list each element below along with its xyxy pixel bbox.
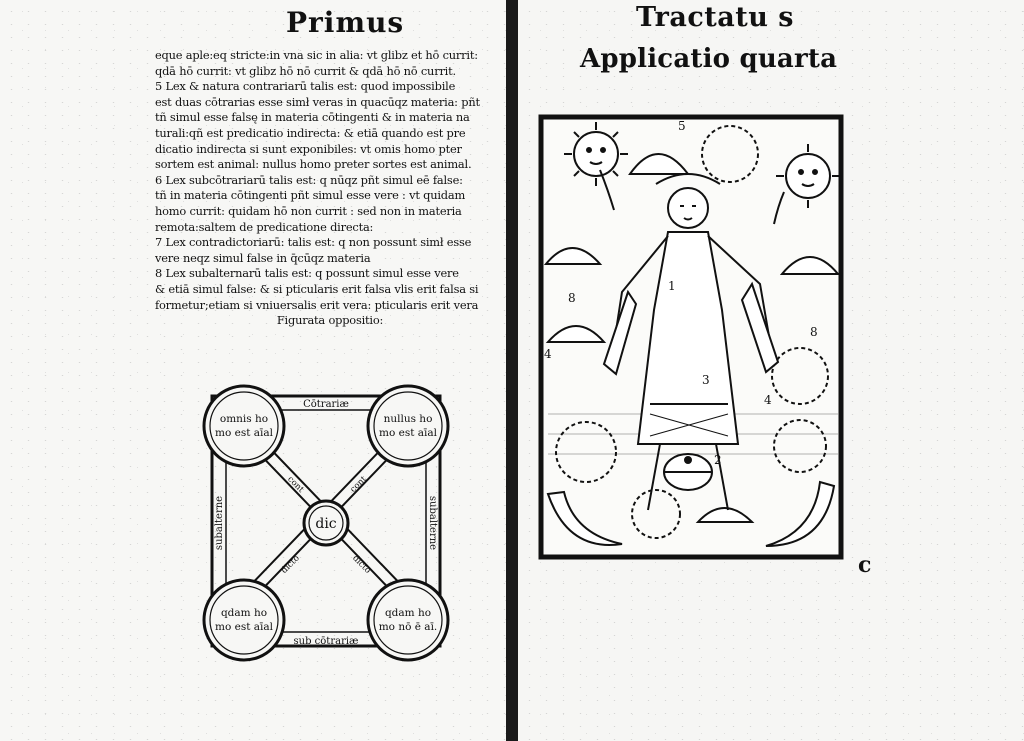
- text-line: qdā hō currit: vt glibz hō nō currit & qdā hō nō currit.: [155, 63, 456, 78]
- figure-caption: Figurata oppositio:: [276, 313, 384, 328]
- text-line: 5 Lex & natura contrariarū talis est: quod impossibile: [155, 79, 456, 94]
- text-line: tñ simul esse falsę in materia cōtingenti & in materia na: [155, 110, 470, 125]
- corner-label: mo est aīal: [214, 621, 274, 633]
- text-line: remota:saltem de predicatione directa:: [155, 219, 374, 234]
- corner-label: mo est aīal: [214, 427, 274, 439]
- corner-label: qdam ho: [220, 607, 268, 619]
- diagonal-label: cont: [285, 474, 306, 495]
- diagonal-label: dicto: [350, 553, 373, 576]
- diagonal-label: dicto: [279, 553, 302, 576]
- signature-mark: c: [858, 552, 872, 578]
- corner-circle-bottom-left: [204, 580, 284, 660]
- corner-label: mo est aīal: [378, 427, 438, 439]
- text-line: eque aple:eq stricte:in vna sic in alia: vt glibz et hō currit:: [155, 48, 478, 62]
- woodcut-illustration: [538, 114, 844, 560]
- right-running-head: Tractatu s: [636, 2, 794, 33]
- text-line: est duas cōtrarias esse simł veras in quacūqz materia: pñt: [155, 94, 480, 109]
- edge-label-bottom: sub cōtrariæ: [293, 636, 359, 647]
- text-line: sortem est animal: nullus homo preter sortes est animal.: [155, 157, 472, 172]
- text-line: turali:qñ est predicatio indirecta: & etiā quando est pre: [155, 125, 466, 140]
- orb-icon: [664, 454, 712, 490]
- woodcut-number: 4: [544, 347, 552, 361]
- center-label: dic: [315, 516, 337, 532]
- edge-label-right: subalterne: [427, 495, 438, 551]
- edge-label-left: subalterne: [214, 495, 225, 551]
- text-line: homo currit: quidam hō non currit : sed non in materia: [155, 203, 462, 218]
- corner-label: mo nō ē aī.: [378, 621, 438, 633]
- text-line: vere neqz simul false in q̄cūqz materia: [155, 250, 371, 265]
- left-running-head: Primus: [286, 6, 405, 39]
- woodcut-number: 1: [668, 279, 676, 293]
- woodcut-number: 4: [764, 393, 772, 407]
- woodcut-number: 8: [568, 291, 576, 305]
- corner-label: nullus ho: [383, 413, 433, 425]
- corner-circle-top-right: [368, 386, 448, 466]
- corner-label: qdam ho: [384, 607, 432, 619]
- text-line: 8 Lex subalternarū talis est: q possunt simul esse vere: [155, 266, 459, 281]
- text-line: & etiā simul false: & si pticularis erit falsa vlis erit falsa si: [155, 281, 479, 296]
- woodcut-number: 3: [702, 373, 710, 387]
- text-line: tñ in materia cōtingenti pñt simul esse vere : vt quidam: [155, 188, 466, 203]
- square-of-opposition: [198, 382, 454, 664]
- left-text-block: [155, 48, 505, 329]
- text-line: formetur;etiam si vniuersalis erit vera: pticularis erit vera: [155, 297, 479, 312]
- woodcut-number: 5: [678, 119, 686, 133]
- woodcut-number: 8: [810, 325, 818, 339]
- text-line: 7 Lex contradictoriarū: talis est: q non possunt simł esse: [155, 235, 472, 250]
- corner-circle-top-left: [204, 386, 284, 466]
- section-title: Applicatio quarta: [580, 44, 838, 74]
- corner-label: omnis ho: [219, 413, 269, 425]
- woodcut-number: 2: [714, 453, 722, 467]
- text-line: 6 Lex subcōtrariarū talis est: q nūqz pñt simul eē false:: [155, 172, 463, 187]
- text-line: dicatio indirecta si sunt exponibiles: vt omis homo pter: [155, 141, 462, 156]
- diagonal-label: cont: [348, 474, 369, 495]
- corner-circle-bottom-right: [368, 580, 448, 660]
- edge-label-top: Cōtrariæ: [303, 399, 349, 410]
